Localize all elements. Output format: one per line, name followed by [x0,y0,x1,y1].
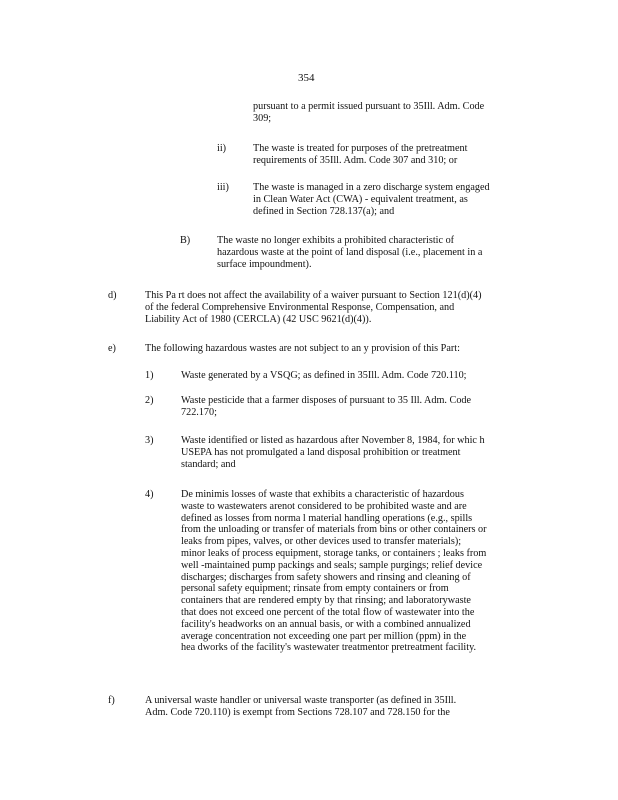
subitem-iii-text [253,182,490,217]
item-e2-text [181,395,471,419]
item-e1-text [181,370,467,382]
text-line: pursuant to a permit issued pursuant to 35Ill. Adm. Code [253,101,485,112]
text-line: standard; and [181,458,236,470]
text-line: De minimis losses of waste that exhibits a characteristic of hazardous [181,489,464,500]
text-line: waste to wastewaters arenot considered to be prohibited waste and are [181,500,467,512]
text-line: of the federal Comprehensive Environmental Response, Compensation, and [145,301,455,313]
text-line: defined in Section 728.137(a); and [253,205,395,217]
text-line: leaks from pipes, valves, or other devices used to transfer materials); [181,536,462,548]
text-line: minor leaks of process equipment, storage tanks, or containers ; leaks from [181,547,487,559]
text-line: Waste pesticide that a farmer disposes of pursuant to 35 Ill. Adm. Code [181,395,472,406]
text-line: discharges; discharges from safety showers and rinsing and cleaning of [181,571,471,583]
item-label-e4: 4) [145,489,154,500]
text-line: The waste is managed in a zero discharge system engaged [253,182,490,193]
text-line: 309; [253,112,272,124]
text-line: containers that are rendered empty by that rinsing; and laboratorywaste [181,595,471,607]
item-B-text [217,235,482,270]
text-line: that does not exceed one percent of the total flow of wastewater into the [181,606,475,618]
text-line: personal safety equipment; rinsate from empty containers or from [181,583,449,595]
subitem-ii-text [253,143,467,167]
page-number: 354 [298,72,315,84]
continued-subitem-text [253,101,484,125]
text-line: in Clean Water Act (CWA) - equivalent treatment, as [253,193,468,205]
text-line: The waste no longer exhibits a prohibited characteristic of [217,235,455,246]
subitem-label-iii: iii) [217,182,229,193]
text-line: A universal waste handler or universal waste transporter (as defined in 35Ill. [145,695,457,706]
text-line: The waste is treated for purposes of the pretreatment [253,143,468,154]
item-label-e2: 2) [145,395,154,406]
paragraph-label-d: d) [108,290,117,301]
text-line: USEPA has not promulgated a land disposal prohibition or treatment [181,446,461,458]
paragraph-f-text [145,695,456,719]
text-line: from the unloading or transfer of materials from bins or other containers or [181,524,487,536]
paragraph-label-f: f) [108,695,115,706]
text-line: facility's headworks on an annual basis, or with a combined annualized [181,618,471,630]
item-e3-text [181,435,485,470]
text-line: well -maintained pump packings and seals; sample purgings; relief device [181,559,483,571]
text-line: average concentration not exceeding one part per million (ppm) in the [181,630,467,642]
paragraph-d-text [145,290,481,325]
text-line: hazardous waste at the point of land disposal (i.e., placement in a [217,246,483,258]
paragraph-e-text [145,343,460,355]
item-label-B: B) [180,235,191,246]
text-line: Liability Act of 1980 (CERCLA) (42 USC 9621(d)(4)). [145,313,372,325]
text-line: 722.170; [181,406,217,418]
text-line: The following hazardous wastes are not subject to an y provision of this Part: [145,343,460,354]
text-line: Waste generated by a VSQG; as defined in 35Ill. Adm. Code 720.110; [181,370,467,381]
text-line: hea dworks of the facility's wastewater treatmentor pretreatment facility. [181,642,477,654]
text-line: surface impoundment). [217,258,312,270]
text-line: Waste identified or listed as hazardous after November 8, 1984, for whic h [181,435,485,446]
item-label-e1: 1) [145,370,154,381]
paragraph-label-e: e) [108,343,116,354]
subitem-label-ii: ii) [217,143,227,154]
item-label-e3: 3) [145,435,154,446]
text-line: This Pa rt does not affect the availability of a waiver pursuant to Section 121(d)(4) [145,290,482,301]
item-e4-text [181,489,487,654]
text-line: Adm. Code 720.110) is exempt from Sections 728.107 and 728.150 for the [145,706,450,718]
text-line: requirements of 35Ill. Adm. Code 307 and 310; or [253,154,458,166]
text-line: defined as losses from norma l material handling operations (e.g., spills [181,512,473,524]
